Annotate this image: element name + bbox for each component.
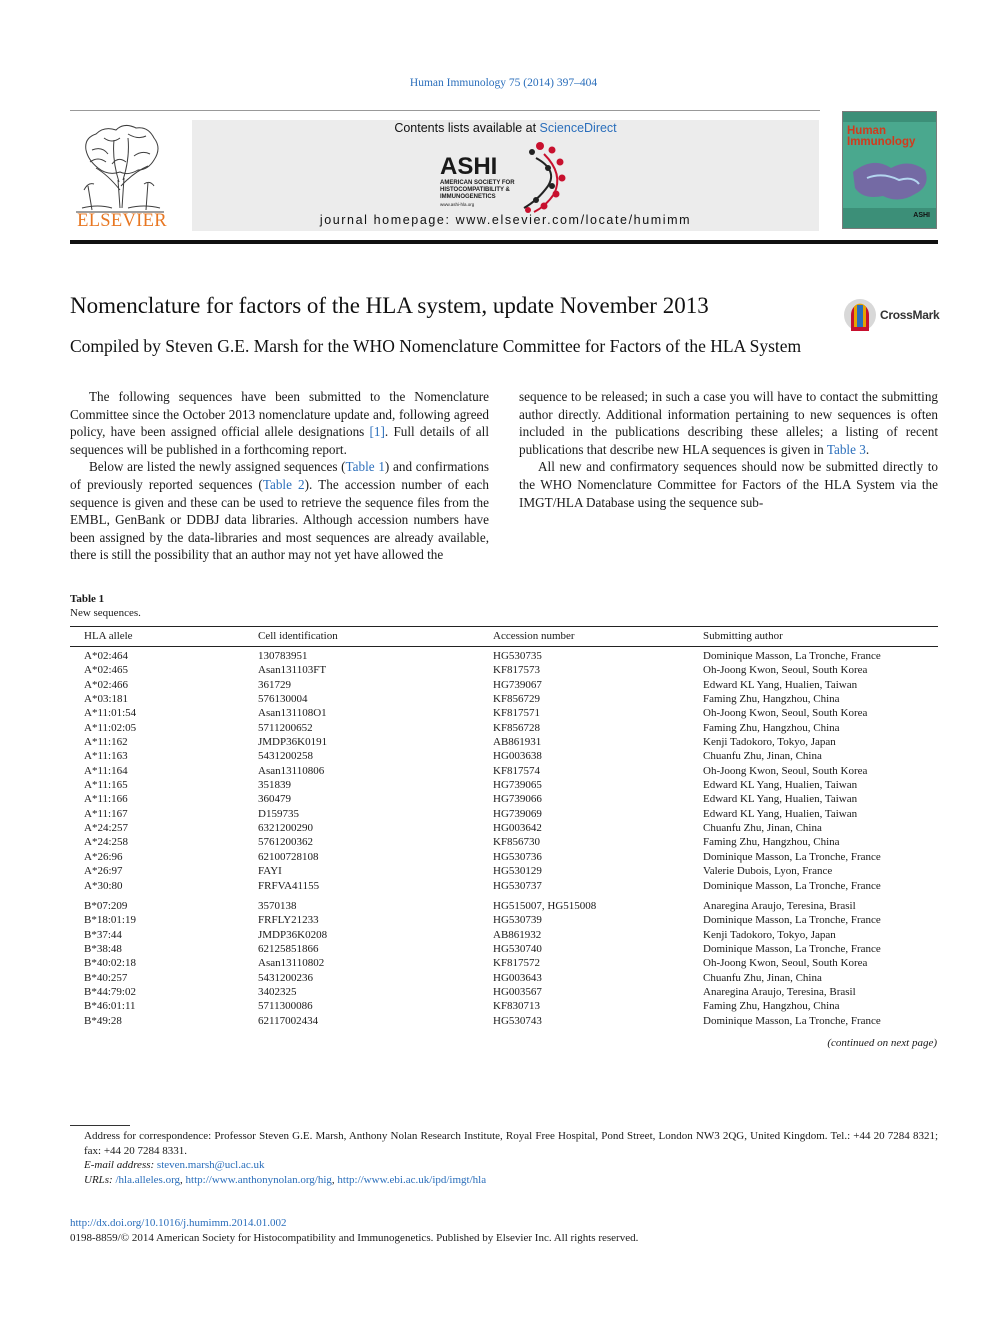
cell-hla-allele: A*11:166 (84, 793, 128, 806)
email-line (70, 1158, 938, 1173)
cell-hla-allele: A*26:96 (84, 850, 123, 863)
cell-identification: 361729 (258, 678, 291, 691)
sciencedirect-link[interactable]: ScienceDirect (539, 121, 617, 135)
cover-title-line-2: Immunology (847, 136, 916, 148)
cell-hla-allele: B*49:28 (84, 1014, 122, 1027)
cell-identification: 5711200652 (258, 721, 313, 734)
table-body (70, 647, 938, 1028)
cell-accession-number: HG530739 (493, 914, 542, 927)
cell-submitting-author: Dominique Masson, La Tronche, France (703, 879, 881, 892)
cell-submitting-author: Dominique Masson, La Tronche, France (703, 914, 881, 927)
cell-hla-allele: B*40:02:18 (84, 957, 136, 970)
urls-label: URLs: (84, 1173, 116, 1186)
ashi-url: www.ashi-hla.org (440, 202, 475, 207)
cell-identification: 130783951 (258, 650, 308, 662)
cell-accession-number: HG530737 (493, 879, 542, 892)
correspondence-footnote (70, 1129, 938, 1187)
cell-submitting-author: Valerie Dubois, Lyon, France (703, 865, 833, 878)
cell-hla-allele: A*11:01:54 (84, 707, 137, 720)
table-row (70, 735, 938, 749)
cell-identification: Asan13110806 (258, 764, 325, 777)
cell-hla-allele: A*24:257 (84, 822, 128, 835)
cell-hla-allele: B*37:44 (84, 928, 122, 941)
header-cell-identification: Cell identification (258, 627, 493, 647)
header-submitting-author: Submitting author (703, 627, 938, 647)
cell-hla-allele: B*46:01:11 (84, 1000, 136, 1013)
table-row (70, 706, 938, 720)
paragraph-2 (70, 458, 489, 564)
cell-hla-allele: A*11:162 (84, 736, 128, 749)
cell-submitting-author: Edward KL Yang, Hualien, Taiwan (703, 793, 858, 806)
cell-accession-number: HG515007, HG515008 (493, 899, 597, 912)
table-row (70, 764, 938, 778)
cell-hla-allele: A*02:464 (84, 650, 128, 662)
cell-accession-number: KF817572 (493, 957, 541, 970)
cell-accession-number: AB861932 (493, 928, 542, 941)
cell-hla-allele: A*03:181 (84, 693, 128, 706)
contents-prefix: Contents lists available at (394, 121, 540, 135)
paragraph-1-text-b: . Full details of all sequences will be published in a forthcoming report. (70, 424, 489, 457)
table-row (70, 835, 938, 849)
table-1-subtitle: New sequences. (70, 607, 141, 619)
cell-submitting-author: Chuanfu Zhu, Jinan, China (703, 750, 822, 763)
ashi-logo (440, 138, 580, 216)
cell-identification: FRFVA41155 (258, 879, 320, 892)
email-link[interactable]: steven.marsh@ucl.ac.uk (156, 1159, 265, 1171)
table-row (70, 807, 938, 821)
cell-accession-number: AB861931 (493, 736, 542, 749)
cell-accession-number: HG003643 (493, 971, 542, 984)
cell-submitting-author: Edward KL Yang, Hualien, Taiwan (703, 779, 858, 792)
cell-hla-allele: A*11:02:05 (84, 721, 137, 734)
cell-accession-number: HG530740 (493, 942, 542, 955)
copyright-line: 0198-8859/© 2014 American Society for Histocompatibility and Immunogenetics. Published by Elsevier Inc. All rights reserved. (70, 1232, 639, 1244)
cell-identification: 6321200290 (258, 822, 313, 835)
cell-submitting-author: Faming Zhu, Hangzhou, China (703, 836, 840, 849)
cell-submitting-author: Chuanfu Zhu, Jinan, China (703, 971, 822, 984)
cell-hla-allele: B*44:79:02 (84, 985, 136, 998)
cell-identification: 62100728108 (258, 850, 319, 863)
cell-identification: FAYI (258, 865, 282, 878)
body-column-left (70, 388, 489, 564)
table-row (70, 928, 938, 942)
cover-title-line-1: Human (847, 125, 886, 137)
paragraph-2-text-a: Below are listed the newly assigned sequences ( (89, 459, 346, 475)
table-row (70, 850, 938, 864)
table-row (70, 864, 938, 878)
cell-accession-number: KF830713 (493, 1000, 541, 1013)
cell-hla-allele: A*26:97 (84, 865, 123, 878)
cell-hla-allele: B*07:209 (84, 899, 128, 912)
cell-hla-allele: A*02:466 (84, 678, 128, 691)
cell-identification: 576130004 (258, 693, 308, 706)
cell-identification: 5761200362 (258, 836, 313, 849)
cell-submitting-author: Oh-Joong Kwon, Seoul, South Korea (703, 664, 868, 677)
paragraph-2-continued (519, 388, 938, 458)
contents-availability (192, 121, 819, 135)
cell-identification: 3570138 (258, 899, 297, 912)
cell-submitting-author: Oh-Joong Kwon, Seoul, South Korea (703, 957, 868, 970)
cell-accession-number: KF817573 (493, 664, 541, 677)
ashi-name: ASHI (440, 153, 498, 180)
url-hla-alleles[interactable]: /hla.alleles.org (115, 1173, 181, 1186)
paragraph-2-text-d: . (865, 441, 870, 457)
table-row (70, 678, 938, 692)
table-1-caption (70, 592, 141, 620)
cell-accession-number: HG003642 (493, 822, 542, 835)
journal-header-banner (192, 120, 819, 231)
cell-hla-allele: A*11:164 (84, 764, 128, 777)
paragraph-2-text-c: sequence to be released; in such a case you will have to contact the submitting author directly. Additional information pertaining to new sequences is often included in the publications describing these alleles; a listing of recent publications that describe new HLA sequences is given in (519, 389, 939, 457)
cell-submitting-author: Faming Zhu, Hangzhou, China (703, 1000, 840, 1013)
cell-accession-number: KF817574 (493, 764, 541, 777)
cell-identification: 360479 (258, 793, 291, 806)
cell-accession-number: HG530743 (493, 1014, 542, 1027)
cell-hla-allele: B*38:48 (84, 942, 122, 955)
table-row (70, 692, 938, 706)
cell-submitting-author: Kenji Tadokoro, Tokyo, Japan (703, 928, 836, 941)
reference-1-link[interactable]: [1] (369, 424, 385, 440)
cell-hla-allele: A*02:465 (84, 664, 128, 677)
cell-submitting-author: Dominique Masson, La Tronche, France (703, 850, 881, 863)
table-header-row (70, 627, 938, 647)
cell-identification: 5431200236 (258, 971, 313, 984)
cell-identification: FRFLY21233 (258, 914, 319, 927)
cover-title (847, 126, 915, 148)
table-row (70, 821, 938, 835)
header-hla-allele: HLA allele (70, 627, 258, 647)
url-ebi-imgt[interactable]: http://www.ebi.ac.uk/ipd/imgt/hla (337, 1173, 487, 1186)
cell-submitting-author: Anaregina Araujo, Teresina, Brasil (703, 899, 856, 912)
elsevier-wordmark: ELSEVIER (77, 211, 167, 231)
cell-submitting-author: Faming Zhu, Hangzhou, China (703, 693, 840, 706)
cell-identification: 62117002434 (258, 1014, 319, 1027)
table-row (70, 749, 938, 763)
table-row (70, 942, 938, 956)
table-row (70, 647, 938, 664)
email-label: E-mail address: (84, 1159, 157, 1171)
cell-hla-allele: A*30:80 (84, 879, 123, 892)
doi-link[interactable]: http://dx.doi.org/10.1016/j.humimm.2014.01.002 (70, 1217, 287, 1229)
table-row (70, 956, 938, 970)
cell-accession-number: HG530129 (493, 865, 542, 878)
cell-hla-allele: A*11:165 (84, 779, 128, 792)
cell-identification: Asan131108O1 (258, 707, 327, 720)
cell-accession-number: HG739066 (493, 793, 542, 806)
url-anthony-nolan[interactable]: http://www.anthonynolan.org/hig (185, 1173, 332, 1186)
cell-identification: JMDP36K0191 (258, 736, 328, 749)
cell-hla-allele: A*24:258 (84, 836, 128, 849)
urls-line: URLs: /hla.alleles.org, http://www.anthonynolan.org/hig, http://www.ebi.ac.uk/ipd/imgt/hla (84, 1173, 487, 1186)
footnote-rule (70, 1125, 130, 1126)
paragraph-1 (70, 388, 489, 458)
ashi-line-2: HISTOCOMPATIBILITY & (440, 187, 510, 193)
table-row (70, 999, 938, 1013)
new-sequences-table (70, 626, 938, 1028)
cell-submitting-author: Edward KL Yang, Hualien, Taiwan (703, 807, 858, 820)
cell-accession-number: HG530735 (493, 650, 542, 662)
cell-identification: 5711300086 (258, 1000, 313, 1013)
article-title: Nomenclature for factors of the HLA system, update November 2013 (70, 293, 709, 318)
cell-accession-number: HG739065 (493, 779, 542, 792)
cell-accession-number: KF817571 (493, 707, 541, 720)
cell-identification: 351839 (258, 779, 291, 792)
journal-homepage[interactable]: journal homepage: www.elsevier.com/locate/humimm (319, 213, 692, 227)
cell-hla-allele: B*40:257 (84, 971, 128, 984)
cell-accession-number: KF856730 (493, 836, 541, 849)
cell-submitting-author: Dominique Masson, La Tronche, France (703, 1014, 881, 1027)
cell-identification: 62125851866 (258, 942, 319, 955)
ashi-line-3: IMMUNOGENETICS (440, 194, 496, 200)
crossmark-label[interactable]: CrossMark (880, 308, 940, 322)
journal-cover[interactable] (842, 111, 937, 229)
cell-submitting-author: Dominique Masson, La Tronche, France (703, 650, 881, 662)
cell-identification: JMDP36K0208 (258, 928, 328, 941)
cell-identification: Asan131103FT (258, 664, 327, 677)
header-top-rule (70, 110, 820, 111)
table-row (70, 971, 938, 985)
cell-submitting-author: Oh-Joong Kwon, Seoul, South Korea (703, 707, 868, 720)
cover-ashi-badge: ASHI (913, 212, 930, 219)
cell-accession-number: HG003567 (493, 985, 542, 998)
bottom-info (70, 1216, 638, 1246)
cell-identification: Asan13110802 (258, 957, 325, 970)
table-row (70, 721, 938, 735)
cell-submitting-author: Dominique Masson, La Tronche, France (703, 942, 881, 955)
cell-submitting-author: Chuanfu Zhu, Jinan, China (703, 822, 822, 835)
paragraph-2-text-c: ). The accession number of each sequence is given and these can be used to retrieve the sequence files from the EMBL, GenBank or DDBJ data libraries. Although accession numbers have been assigned by the data-libraries and most sequences are already available, there is still the possibility that an author may not yet have allowed the (70, 476, 489, 563)
table-row (70, 663, 938, 677)
table-row (70, 913, 938, 927)
ashi-line-1: AMERICAN SOCIETY FOR (440, 180, 515, 186)
article-authors: Compiled by Steven G.E. Marsh for the WHO Nomenclature Committee for Factors of the HLA System (70, 336, 802, 356)
cell-accession-number: KF856729 (493, 693, 541, 706)
table-row (70, 778, 938, 792)
table-row (70, 879, 938, 893)
correspondence-address: Address for correspondence: Professor Steven G.E. Marsh, Anthony Nolan Research Institute, Royal Free Hospital, Pond Street, London NW3 2QG, United Kingdom. Tel.: +44 20 7284 8321; fax: +44 20 7284 8331. (84, 1130, 938, 1157)
table-row (70, 792, 938, 806)
table-1-label: Table 1 (70, 593, 105, 605)
cell-accession-number: KF856728 (493, 721, 541, 734)
paragraph-3: All new and confirmatory sequences should now be submitted directly to the WHO Nomenclature Committee for Factors of the HLA System via the IMGT/HLA Database using the sequence sub- (519, 459, 938, 510)
cell-identification: D159735 (258, 807, 299, 820)
cell-identification: 5431200258 (258, 750, 313, 763)
body-column-right (519, 388, 938, 511)
table-2-link[interactable]: Table 2 (262, 476, 305, 492)
cell-hla-allele: B*18:01:19 (84, 914, 136, 927)
cell-identification: 3402325 (258, 985, 297, 998)
cell-accession-number: HG739067 (493, 678, 542, 691)
paragraph-2-text-b: ) and confirmations of previously reported sequences ( (70, 459, 489, 492)
cell-accession-number: HG530736 (493, 850, 542, 863)
cell-hla-allele: A*11:163 (84, 750, 128, 763)
journal-reference[interactable]: Human Immunology 75 (2014) 397–404 (409, 77, 598, 89)
cell-accession-number: HG003638 (493, 750, 542, 763)
header-accession-number: Accession number (493, 627, 703, 647)
cell-submitting-author: Kenji Tadokoro, Tokyo, Japan (703, 736, 836, 749)
cell-accession-number: HG739069 (493, 807, 542, 820)
cell-submitting-author: Faming Zhu, Hangzhou, China (703, 721, 840, 734)
table-3-link[interactable]: Table 3 (826, 441, 866, 457)
table-row (70, 899, 938, 913)
cell-hla-allele: A*11:167 (84, 807, 128, 820)
cell-submitting-author: Edward KL Yang, Hualien, Taiwan (703, 678, 858, 691)
cell-submitting-author: Oh-Joong Kwon, Seoul, South Korea (703, 764, 868, 777)
paragraph-1-text-a: The following sequences have been submitted to the Nomenclature Committee since the October 2013 nomenclature update and, following agreed policy, have been assigned official allele designations (70, 389, 489, 440)
table-row (70, 1014, 938, 1028)
table-row (70, 985, 938, 999)
table-1-link[interactable]: Table 1 (345, 459, 385, 475)
header-thick-rule (70, 240, 938, 244)
continued-note: (continued on next page) (827, 1037, 937, 1049)
cell-submitting-author: Anaregina Araujo, Teresina, Brasil (703, 985, 856, 998)
